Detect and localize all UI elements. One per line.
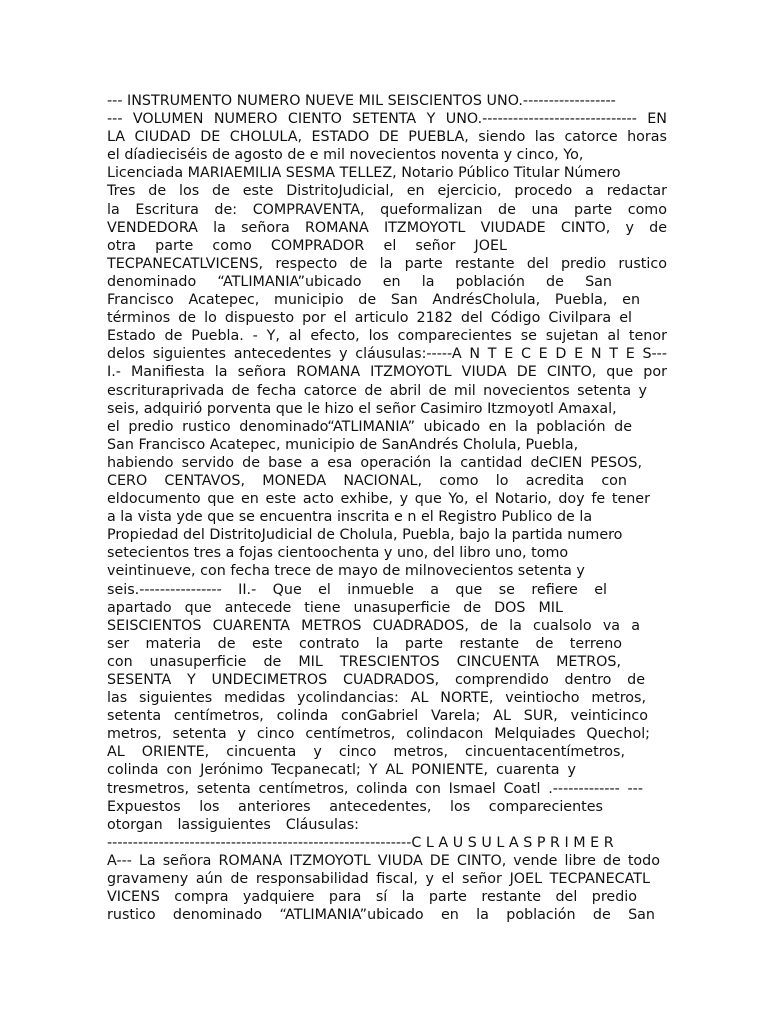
text-line: seis, adquirió porventa que le hizo el señor Casimiro Itzmoyotl Amaxal,: [107, 400, 617, 417]
text-line: I.- Manifiesta la señora ROMANA ITZMOYOTL VIUDA DE CINTO, que por: [107, 364, 667, 381]
text-line: ser materia de este contrato la parte restante de terreno: [107, 635, 622, 652]
text-line: -----------------------------------------------------------C L A U S U L A S P R I M E R: [107, 834, 614, 851]
text-line: el díadieciséis de agosto de e mil novecientos noventa y cinco, Yo,: [107, 147, 584, 164]
text-line: habiendo servido de base a esa operación la cantidad deCIEN PESOS,: [107, 454, 642, 471]
text-line: CERO CENTAVOS, MONEDA NACIONAL, como lo acredita con: [107, 472, 627, 489]
text-line: las siguientes medidas ycolindancias: AL NORTE, veintiocho metros,: [107, 690, 646, 707]
text-line: otra parte como COMPRADOR el señor JOEL: [107, 237, 507, 254]
text-line: con unasuperficie de MIL TRESCIENTOS CINCUENTA METROS,: [107, 653, 621, 670]
text-line: Estado de Puebla. - Y, al efecto, los comparecientes se sujetan al tenor: [107, 328, 667, 345]
text-line: setenta centímetros, colinda conGabriel Varela; AL SUR, veinticinco: [107, 708, 648, 725]
text-line: otorgan lassiguientes Cláusulas:: [107, 816, 359, 833]
text-line: SESENTA Y UNDECIMETROS CUADRADOS, comprendido dentro de: [107, 672, 645, 688]
text-line: LA CIUDAD DE CHOLULA, ESTADO DE PUEBLA, siendo las catorce horas: [107, 129, 667, 146]
text-line: SEISCIENTOS CUARENTA METROS CUADRADOS, de la cualsolo va a: [107, 617, 640, 634]
text-line: Licenciada MARIAEMILIA SESMA TELLEZ, Notario Público Titular Número: [107, 165, 621, 182]
text-line: a la vista yde que se encuentra inscrita e n el Registro Publico de la: [107, 509, 593, 526]
text-line: apartado que antecede tiene unasuperficie de DOS MIL: [107, 599, 563, 616]
text-line: San Francisco Acatepec, municipio de SanAndrés Cholula, Puebla,: [107, 436, 579, 453]
text-line: la Escritura de: COMPRAVENTA, queformalizan de una parte como: [107, 201, 667, 218]
text-line: TECPANECATLVICENS, respecto de la parte restante del predio rustico: [107, 255, 667, 272]
text-line: veintinueve, con fecha trece de mayo de milnovecientos setenta y: [107, 563, 585, 580]
text-line: el predio rustico denominado“ATLIMANIA” ubicado en la población de: [107, 418, 632, 435]
text-line: Francisco Acatepec, municipio de San AndrésCholula, Puebla, en: [107, 292, 640, 309]
text-line: metros, setenta y cinco centímetros, colindacon Melquiades Quechol;: [107, 726, 650, 743]
text-line: --- VOLUMEN NUMERO CIENTO SETENTA Y UNO.------------------------------ EN: [107, 111, 667, 128]
text-line: rustico denominado “ATLIMANIA”ubicado en la población de San: [107, 907, 655, 924]
text-line: --- INSTRUMENTO NUMERO NUEVE MIL SEISCIENTOS UNO.------------------: [107, 93, 616, 109]
text-line: VENDEDORA la señora ROMANA ITZMOYOTL VIUDADE CINTO, y de: [107, 219, 667, 236]
text-line: denominado “ATLIMANIA”ubicado en la población de San: [107, 273, 612, 290]
text-line: seis.---------------- II.- Que el inmueble a que se refiere el: [107, 581, 607, 598]
text-line: delos siguientes antecedentes y cláusulas:-----A N T E C E D E N T E S---: [107, 346, 667, 363]
text-line: términos de lo dispuesto por el articulo 2182 del Código Civilpara el: [107, 310, 632, 327]
text-line: tresmetros, setenta centímetros, colinda con Ismael Coatl .------------- ---: [107, 780, 643, 797]
text-line: VICENS compra yadquiere para sí la parte restante del predio: [107, 889, 637, 906]
text-line: Propiedad del DistritoJudicial de Cholula, Puebla, bajo la partida numero: [107, 527, 623, 544]
text-line: Expuestos los anteriores antecedentes, los comparecientes: [107, 798, 603, 815]
text-line: colinda con Jerónimo Tecpanecatl; Y AL PONIENTE, cuarenta y: [107, 762, 576, 779]
document-body: [107, 92, 667, 924]
text-line: setecientos tres a fojas cientoochenta y uno, del libro uno, tomo: [107, 545, 569, 562]
text-line: AL ORIENTE, cincuenta y cinco metros, cincuentacentímetros,: [107, 744, 625, 761]
text-line: escrituraprivada de fecha catorce de abril de mil novecientos setenta y: [107, 382, 647, 399]
text-line: gravameny aún de responsabilidad fiscal, y el señor JOEL TECPANECATL: [107, 871, 650, 888]
text-line: A--- La señora ROMANA ITZMOYOTL VIUDA DE CINTO, vende libre de todo: [107, 852, 660, 869]
text-line: Tres de los de este DistritoJudicial, en ejercicio, procedo a redactar: [107, 183, 667, 200]
text-line: eldocumento que en este acto exhibe, y que Yo, el Notario, doy fe tener: [107, 491, 650, 508]
